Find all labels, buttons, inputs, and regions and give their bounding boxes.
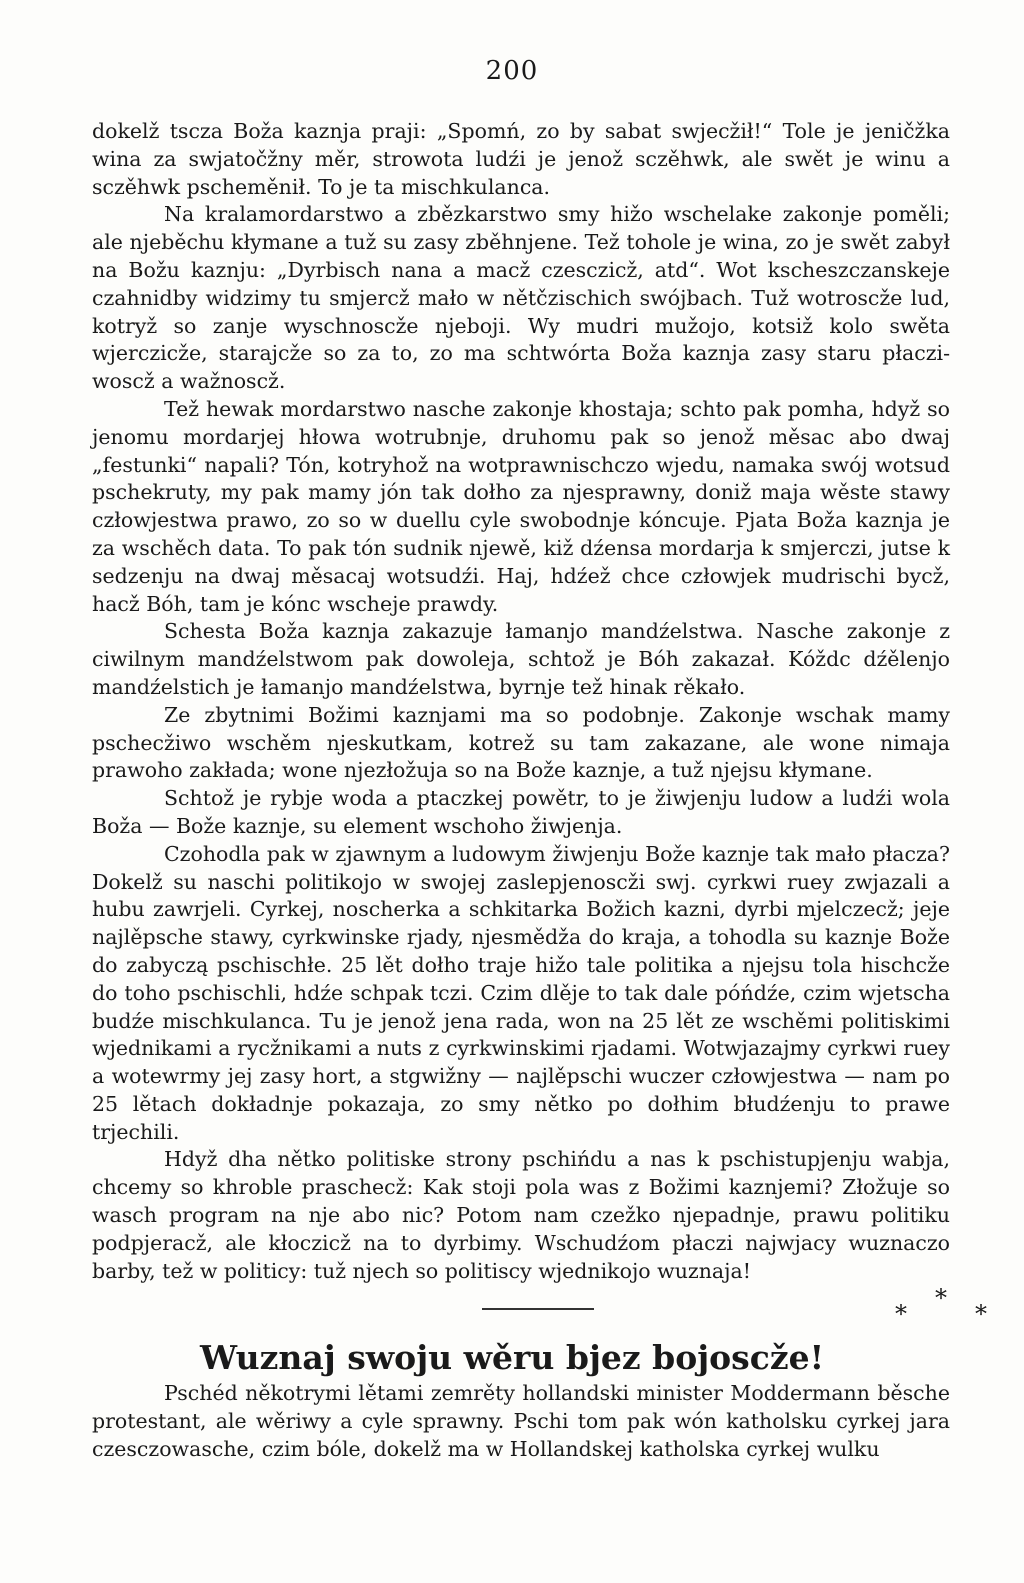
asterisk: * xyxy=(895,1300,907,1328)
paragraph: Tež hewak mordarstwo nasche zakonje khostaja; schto pak pomha, hdyž so jenomu mordarjej hłowa wotrubnje, druhomu pak so jenož měsac abo dwaj „festunki“ napali? Tón, kotryhož na wotprawnischczo wjedu, namaka swój wotsud pschekruty, my pak mamy jón tak dołho za njesprawny, doniž maja wěste stawy człowjestwa prawo, zo so w duellu cyle swobodnje kóncuje. Pjata Boža kaznja je za wschěch data. To pak tón sudnik njewě, kiž dźensa mordarja k smjerczi, jutse k sedzenju na dwaj měsacaj wotsudźi. Haj, hdźež chce człowjek mudrischi bycž, hacž Bóh, tam je kónc wscheje prawdy. xyxy=(92,396,950,616)
asterism xyxy=(887,1286,997,1326)
paragraph: Hdyž dha nětko politiske strony pschińdu a nas k pschistupjenju wabja, chcemy so khroble praschecž: Kak stoji pola was z Božimi kaznjemi? Złožuje so wasch program na nje abo nic? Potom nam czežko njepadnje, prawu politiku podpjeracž, ale kłoczicž na to dyrbimy. Wschudźom płaczi najwjacy wuznaczo barby, tež w politicy: tuž njech so politiscy wjednikojo wuznaja! xyxy=(92,1147,950,1283)
page-number: 200 xyxy=(485,56,539,86)
section-separator xyxy=(92,1284,987,1340)
asterisk: * xyxy=(975,1300,987,1328)
section-text xyxy=(92,1380,950,1463)
paragraph: Na kralamordarstwo a zbězkarstwo smy hižo wschelake zakonje poměli; ale njeběchu kłymane a tuž su zasy zběhnjene. Tež tohole je wina, zo je swět zabył na Božu kaznju: „Dyrbisch nana a macž czesczicž, atd“. Wot kscheszczanskeje czahnidby widzimy tu smjercž mało w nětčzischich swójbach. Tuž wotroscže lud, kotryž so zanje wyschnoscže njeboji. Wy mudri mužojo, kotsiž kolo swěta wjerczicže, starajcže so za to, zo ma schtwórta Boža kaznja zasy staru płaczi-woscž a wažnoscž. xyxy=(92,202,950,394)
asterisk: * xyxy=(935,1284,947,1312)
paragraph: dokelž tscza Boža kaznja praji: „Spomń, zo by sabat swjecžił!“ Tole je jeničžka wina za swjatočžny měr, strowota ludźi je jenož sczěhwk, ale swět je winu a sczěhwk pscheměnił. To je ta mischkulanca. xyxy=(92,119,950,199)
paragraph: Schesta Boža kaznja zakazuje łamanjo mandźelstwa. Nasche zakonje z ciwilnym mandźelstwom pak dowoleja, schtož je Bóh zakazał. Kóždc dźělenjo mandźelstich je łamanjo mandźelstwa, byrnje tež hinak rěkało. xyxy=(92,619,950,699)
paragraph: Ze zbytnimi Božimi kaznjami ma so podobnje. Zakonje wschak mamy pschecžiwo wschěm njeskutkam, kotrež su tam zakazane, ale wone nimaja prawoho zakłada; wone njezłožuja so na Bože kaznje, a tuž njejsu kłymane. xyxy=(92,702,950,783)
paragraph: Czohodla pak w zjawnym a ludowym žiwjenju Bože kaznje tak mało płacza? Dokelž su naschi politikojo w swojej zaslepjenoscži swj. cyrkwi ruey zwjazali a hubu zawrjeli. Cyrkej, noscherka a schkitarka Božich kazni, dyrbi mjelczecž; jeje najlěpsche stawy, cyrkwinske rjady, njesmědža do kraja, a tohodla su kaznje Bože do zabyczą pschischłe. 25 lět dołho traje hižo tale politika a njejsu tola hischcže do toho pschischli, hdźe schpak tczi. Czim dlěje to tak dale póńdźe, czim wjetscha budźe mischkulanca. Tu je jenož jena rada, won na 25 lět ze wschěmi politiskimi wjednikami a rycžnikami a nuts z cyrkwinskimi rjadami. Wotwjazajmy cyrkwi ruey a wotewrmy jej zasy hort, a stgwižny — najlěpschi wuczer człowjestwa — nam po 25 lětach dokładnje pokazaja, zo smy nětko po dołhim błudźenju to prawe trjechili. xyxy=(92,841,950,1144)
paragraph: Schtož je rybje woda a ptaczkej powětr, to je žiwjenju ludow a ludźi wola Boža — Bože kaznje, su element wschoho žiwjenja. xyxy=(92,786,950,838)
main-text xyxy=(92,118,950,1285)
section-heading: Wuznaj swoju wěru bjez bojoscže! xyxy=(199,1338,825,1377)
paragraph: Pschéd někotrymi lětami zemrěty hollandski minister Moddermann běsche protestant, ale wěriwy a cyle sprawny. Pschi tom pak wón katholsku cyrkej jara czesczowasche, czim bóle, dokelž ma w Hollandskej katholska cyrkej wulku xyxy=(92,1381,950,1461)
horizontal-rule xyxy=(482,1308,594,1310)
